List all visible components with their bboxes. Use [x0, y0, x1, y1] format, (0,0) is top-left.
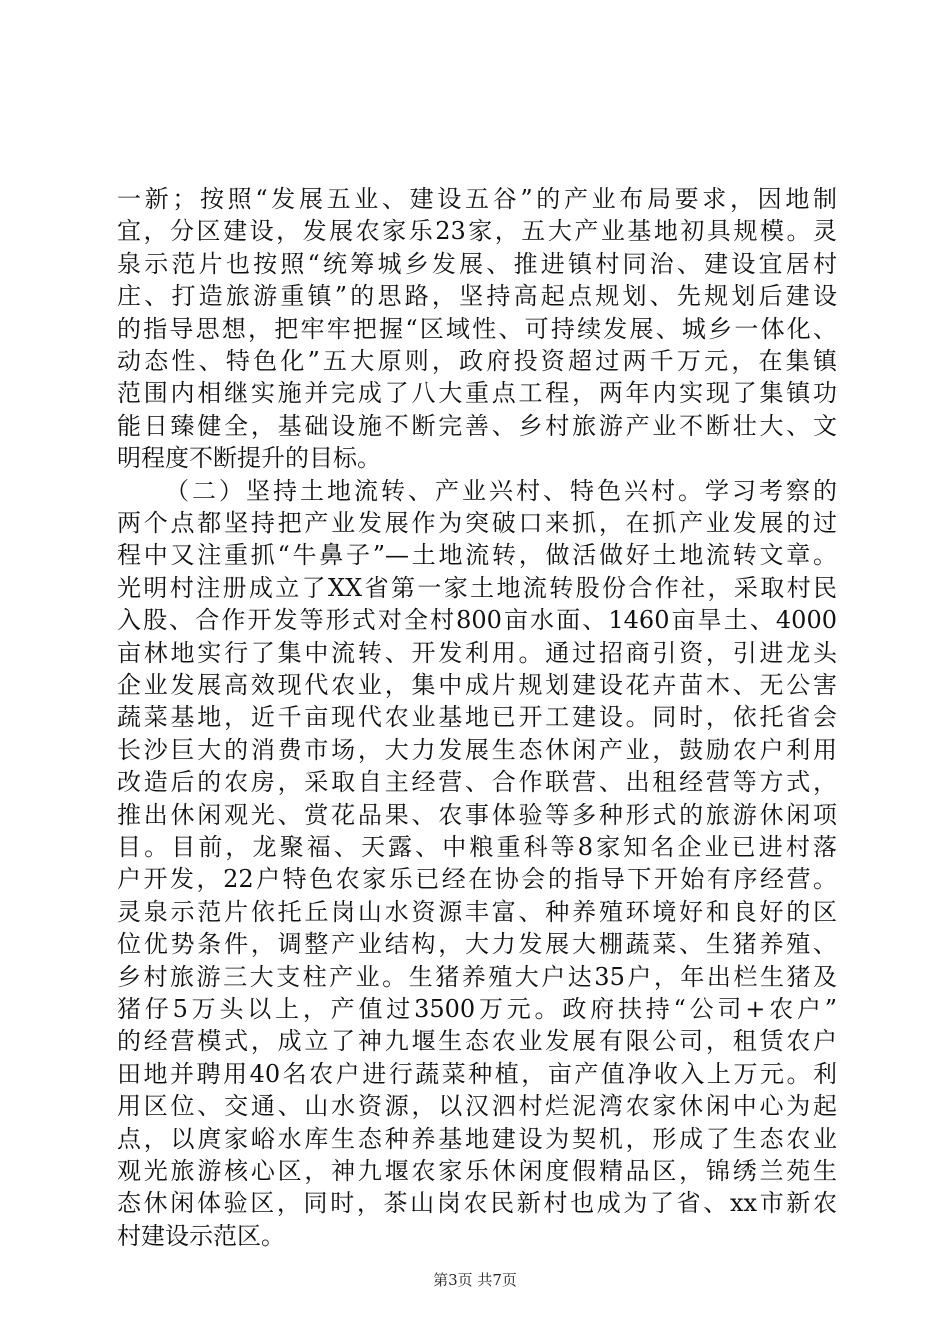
text-line: 位优势条件，调整产业结构，大力发展大棚蔬菜、生猪养殖、: [117, 930, 837, 959]
page-footer: [0, 1270, 950, 1290]
text-line: 泉示范片也按照“统筹城乡发展、推进镇村同治、建设宜居村: [117, 249, 837, 278]
text-line: 程中又注重抓“牛鼻子”—土地流转，做活做好土地流转文章。: [117, 541, 837, 570]
text-line: 目。目前，龙聚福、天露、中粮重科等8家知名企业已进村落: [117, 833, 837, 861]
text-line: 态休闲体验区，同时，茶山岗农民新村也成为了省、xx市新农: [117, 1189, 837, 1218]
text-line: 的指导思想，把牢牢把握“区域性、可持续发展、城乡一体化、: [117, 314, 837, 343]
text-line: 用区位、交通、山水资源，以汉泗村烂泥湾农家休闲中心为起: [117, 1092, 837, 1121]
text-line: 范围内相继实施并完成了八大重点工程，两年内实现了集镇功: [117, 379, 837, 408]
text-line: 两个点都坚持把产业发展作为突破口来抓，在抓产业发展的过: [117, 509, 837, 537]
text-line: 动态性、特色化”五大原则，政府投资超过两千万元，在集镇: [117, 347, 837, 375]
text-line: 明程度不断提升的目标。: [117, 444, 381, 473]
text-line: 入股、合作开发等形式对全村800亩水面、1460亩旱土、4000: [117, 606, 837, 635]
text-line: 企业发展高效现代农业，集中成片规划建设花卉苗木、无公害: [117, 671, 837, 699]
text-line: 长沙巨大的消费市场，大力发展生态休闲产业，鼓励农户利用: [117, 735, 837, 764]
text-line: 蔬菜基地，近千亩现代农业基地已开工建设。同时，依托省会: [117, 703, 837, 732]
text-line: 田地并聘用40名农户进行蔬菜种植，亩产值净收入上万元。利: [117, 1059, 837, 1088]
text-line: 推出休闲观光、赏花品果、农事体验等多种形式的旅游休闲项: [117, 800, 837, 829]
text-line: 宜，分区建设，发展农家乐23家，五大产业基地初具规模。灵: [117, 217, 837, 246]
text-line: 亩林地实行了集中流转、开发利用。通过招商引资，引进龙头: [117, 638, 837, 667]
text-line: 光明村注册成立了XX省第一家土地流转股份合作社，采取村民: [117, 573, 837, 602]
text-line: 乡村旅游三大支柱产业。生猪养殖大户达35户，年出栏生猪及: [117, 962, 837, 991]
text-line: 一新；按照“发展五业、建设五谷”的产业布局要求，因地制: [117, 185, 837, 213]
text-line: 的经营模式，成立了神九堰生态农业发展有限公司，租赁农户: [117, 1027, 837, 1056]
page-number-label: 第3页 共7页: [433, 1271, 517, 1289]
text-line: 改造后的农房，采取自主经营、合作联营、出租经营等方式，: [117, 768, 837, 797]
text-line: 灵泉示范片依托丘岗山水资源丰富、种养殖环境好和良好的区: [117, 897, 837, 926]
text-line: 庄、打造旅游重镇”的思路，坚持高起点规划、先规划后建设: [117, 282, 837, 311]
text-line: 猪仔5万头以上，产值过3500万元。政府扶持“公司+农户”: [117, 995, 837, 1023]
text-line: 村建设示范区。: [117, 1221, 285, 1250]
text-line: 点，以庹家峪水库生态种养基地建设为契机，形成了生态农业: [117, 1124, 837, 1153]
paragraph-heading-line: （二）坚持土地流转、产业兴村、特色兴村。学习考察的: [165, 476, 837, 505]
text-line: 观光旅游核心区，神九堰农家乐休闲度假精品区，锦绣兰苑生: [117, 1157, 837, 1185]
text-line: 户开发，22户特色农家乐已经在协会的指导下开始有序经营。: [117, 865, 837, 894]
text-line: 能日臻健全，基础设施不断完善、乡村旅游产业不断壮大、文: [117, 411, 837, 440]
